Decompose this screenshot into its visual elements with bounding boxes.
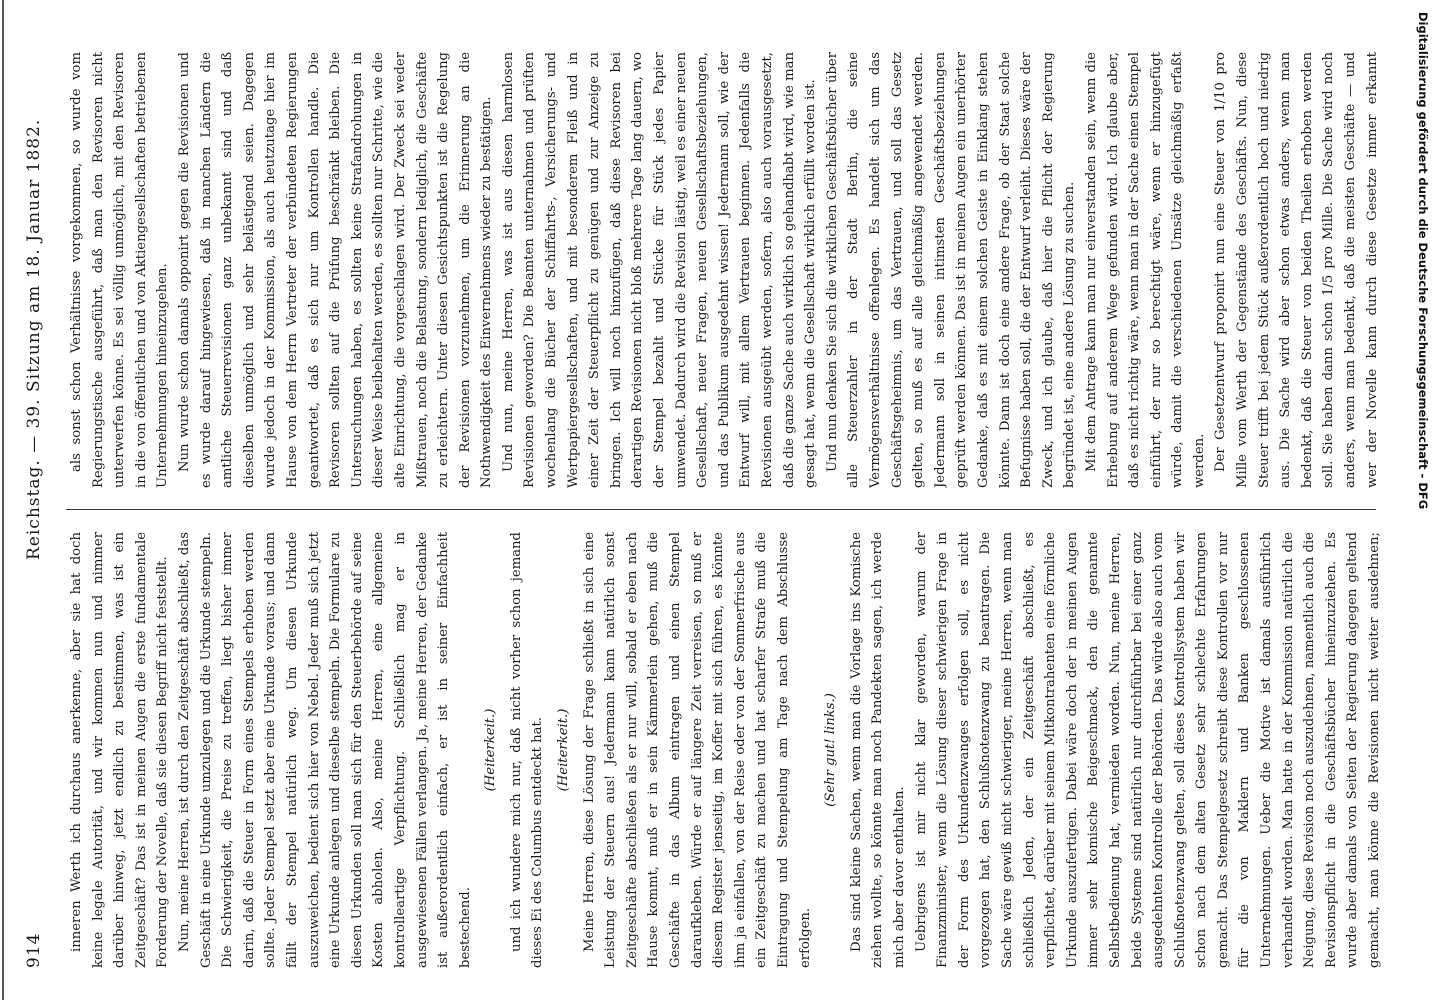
paragraph: Das sind kleine Sachen, wenn man die Vorlage ins Komische ziehen wollte, so könnte man noch Pandekten sagen, ich werde mich aber davor enthalten. [848,532,907,968]
running-header [18,30,60,990]
paragraph: inneren Werth ich durchaus anerkenne, aber sie hat doch keine legale Autorität, und wir kommen nun und nimmer darüber hinweg, jetzt endlich zu bestimmen, was ist ein Zeitgeschäft? Das ist in meinen Augen die erste fundamentale Forderung der Novelle, daß sie diesen Begriff nicht feststellt. [69,532,171,968]
paragraph: Mit dem Antrage kann man nur einverstanden sein, wenn die Erhebung auf anderem Wege gefunden wird. Ich glaube aber, daß es nicht richtig wäre, wenn man in der Sache einen Stempel einführt, der nur so berechtigt wäre, wenn er hinzugefügt würde, damit die verschiedenen Umsätze gleichmäßig erfaßt werden. [1083,52,1207,488]
interjection: (Heiterkeit.) [483,708,499,792]
rotated-document [18,30,1418,990]
interjection: (Heiterkeit.) [556,708,572,792]
text-column-right [66,52,1386,488]
page-number: 914 [24,932,44,968]
interjection: (Sehr gut! links.) [823,693,839,807]
running-title: Reichstag. — 39. Sitzung am 18. Januar 1882. [24,118,44,560]
paragraph: und ich wundere mich nur, daß nicht vorher schon jemand dieses Ei des Columbus entdeckt hat. [508,532,546,968]
paragraph: Und nun, meine Herren, was ist aus diesen harmlosen Revisionen geworden? Die Beamten unternahmen und prüften wochenlang die Bücher der Schiffahrts-, Versicherungs- und Wertpapiergesellschaften, und mit besonderem Fleiß und in einer Zeit der Steuerpflicht zu genügen und zur Anzeige zu bringen. Ich will noch hinzufügen, daß diese Revisoren bei derartigen Revisionen nicht bloß mehrere Tage lang dauern, wo der Stempel bezahlt und Stücke für Stück jedes Papier umwendet. Dadurch wird die Revision lästig, weil es einer neuen Gesellschaft, neuer Fragen, neuen Gesellschaftsbeziehungen, und das Publikum ausgedehnt wissen! Jedermann soll, wie der Entwurf will, mit allem Vertrauen beginnen. Jedenfalls die Revisionen ausgeübt werden, sofern, also auch vorausgesetzt, daß die ganze Sache auch wirklich so gehandhabt wird, wie man gesagt hat, wenn die Gesellschaft wirklich erfüllt worden ist. [500,52,819,488]
paragraph: Nun wurde schon damals opponirt gegen die Revisionen und es wurde darauf hingewiesen, daß in manchen Ländern die amtliche Steuerrevisionen ganz unbekannt sind und daß dieselben unmöglich und sehr belästigend seien. Dagegen wurde jedoch in der Kommission, als auch heutzutage hier im Hause von dem Herrn Vertreter der verbündeten Regierungen geantwortet, daß es sich nur um Kontrollen handle. Die Revisoren sollten auf die Prüfung beschränkt bleiben. Die Untersuchungen haben, es sollten keine Strafandrohungen in dieser Weise beibehalten werden, es sollten nur Schritte, wie die alte Einrichtung, die vorgeschlagen wird. Der Zweck sei weder Mißtrauen, noch die Belastung, sondern lediglich, die Geschäfte zu erleichtern. Unter diesen Gesichtspunkten ist die Regelung der Revisionen vorzunehmen, um die Erinnerung an die Nothwendigkeit des Einvernehmens wieder zu bestätigen. [176,52,495,488]
text-column-left [66,532,1386,968]
paragraph: Der Gesetzentwurf proponirt nun eine Steuer von 1/10 pro Mille vom Werth der Gegenstände des Geschäfts. Nun, diese Steuer trifft bei jedem Stück außerordentlich hoch und niedrig aus. Die Sache wird aber schon etwas anders, wenn man bedenkt, daß die Steuer von beiden Theilen erhoben werden soll. Sie haben dann schon 1/5 pro Mille. Die Sache wird noch anders, wenn man bedenkt, daß die meisten Geschäfte — und wer der Novelle kann durch diese Gesetze immer erkannt [1213,52,1380,488]
column-divider [66,509,1376,510]
paragraph: Uebrigens ist mir nicht klar geworden, warum der Finanzminister, wenn die Lösung dieser schwierigen Frage in der Form des Urkundenzwanges erfolgen soll, es nicht vorgezogen hat, den Schlußnotenzwang zu beantragen. Die Sache wäre gewiß nicht schwieriger, meine Herren, wenn man schließlich Jeden, der ein Zeitgeschäft abschließt, es verpflichtet, darüber mit seinem Mitkontrahenten eine förmliche Urkunde auszufertigen. Dabei wäre doch der in meinen Augen immer sehr komische Beigeschmack, den die genannte Selbstbedienung hat, vermieden worden. Nun, meine Herren, beide Systeme sind natürlich nur durchführbar bei einer ganz ausgedehnten Kontrolle der Behörden. Das würde also auch vom Schlußnotenzwang gelten, soll dieses Kontrollsystem haben wir schon nach dem alten Gesetz sehr schlechte Erfahrungen gemacht. Das Stempelgesetz schreibt diese Kontrollen vor nur für die von Maklern und Banken geschlossenen Unternehmungen. Ueber die Motive ist damals ausführlich verhandelt worden. Man hatte in der Kommission natürlich die Neigung, diese Revision noch auszudehnen, namentlich auch die Revisionspflicht in die Geschäftsbücher hineinzuziehen. Es wurde aber damals von Seiten der Regierung dagegen geltend gemacht, man könne die Revisionen nicht weiter ausdehnen; [913,532,1383,968]
paragraph: Und nun denken Sie sich die wirklichen Geschäftsbücher über alle Steuerzahler in der Stadt Berlin, die seine Vermögensverhältnisse offenlegen. Es handelt sich um das Geschäftsgeheimnis, um das Vertrauen, und soll das Gesetz gelten, so muß es auf alle gleichmäßig angewendet werden. Jedermann soll in seinen intimsten Geschäftsbeziehungen geprüft werden können. Das ist in meinen Augen ein unerhörter Gedanke, daß es mit einem solchen Geiste in Einklang stehen könnte. Dann ist doch eine andere Frage, ob der Staat solche Befugnisse haben soll, die der Entwurf verleiht. Dieses wäre der Zweck, und ich glaube, daß hier die Pflicht der Regierung begründet ist, eine andere Lösung zu suchen. [824,52,1078,488]
paragraph: als sonst schon Verhältnisse vorgekommen, so wurde vom Regierungstische ausgeführt, daß man den Revisoren nicht unterwerfen könne. Es sei völlig unmöglich, mit den Revisoren in die von öffentlichen und von Aktiengesellschaften betriebenen Unternehmungen hineinzugehen. [69,52,171,488]
paragraph: Nun, meine Herren, ist durch den Zeitgeschäft abschließt, das Geschäft in eine Urkunde umzulegen und die Urkunde stempeln. Die Schwierigkeit, die Preise zu treffen, liegt bisher immer darin, daß die Steuer in Form eines Stempels erhoben werden sollte. Jeder Stempel setzt aber eine Urkunde voraus; und dann fällt der Stempel natürlich weg. Um diesen Urkunde auszuweichen, bedient sich hier von Nebel. Jeder muß sich jetzt eine Urkunde anlegen und dieselbe stempeln. Die Formulare zu diesen Urkunden soll man sich für den Steuerbehörde auf seine Kosten abholen. Also, meine Herren, eine allgemeine kontrolleartige Verpflichtung. Schließlich mag er in ausgewiesenen Fällen verlangen. Ja, meine Herren, der Gedanke ist außerordentlich einfach, er ist in seiner Einfachheit bestechend. [176,532,473,968]
digitization-note [1414,12,1432,712]
digitization-note-text: Digitalisierung gefördert durch die Deutsche Forschungsgemeinschaft - DFG [1416,12,1430,510]
page-edge-line [2,0,4,1000]
paragraph: Meine Herren, diese Lösung der Frage schließt in sich eine Leistung der Steuern aus! Jedermann kann natürlich sonst Zeitgeschäfte abschließen als er nur will, sobald er eben nach Hause kommt, muß er in sein Kämmerlein gehen, muß die Geschäfte in das Album eintragen und einen Stempel daraufkleben. Würde er auf längere Zeit verreisen, so muß er diesem Register jenseitig, im Koffer mit sich führen, es könnte ihm ja einfallen, von der Reise oder von der Sommerfrische aus ein Zeitgeschäft zu machen und hat scharfer Strafe muß die Eintragung und Stempelung am Tage nach dem Abschlusse erfolgen. [581,532,813,968]
